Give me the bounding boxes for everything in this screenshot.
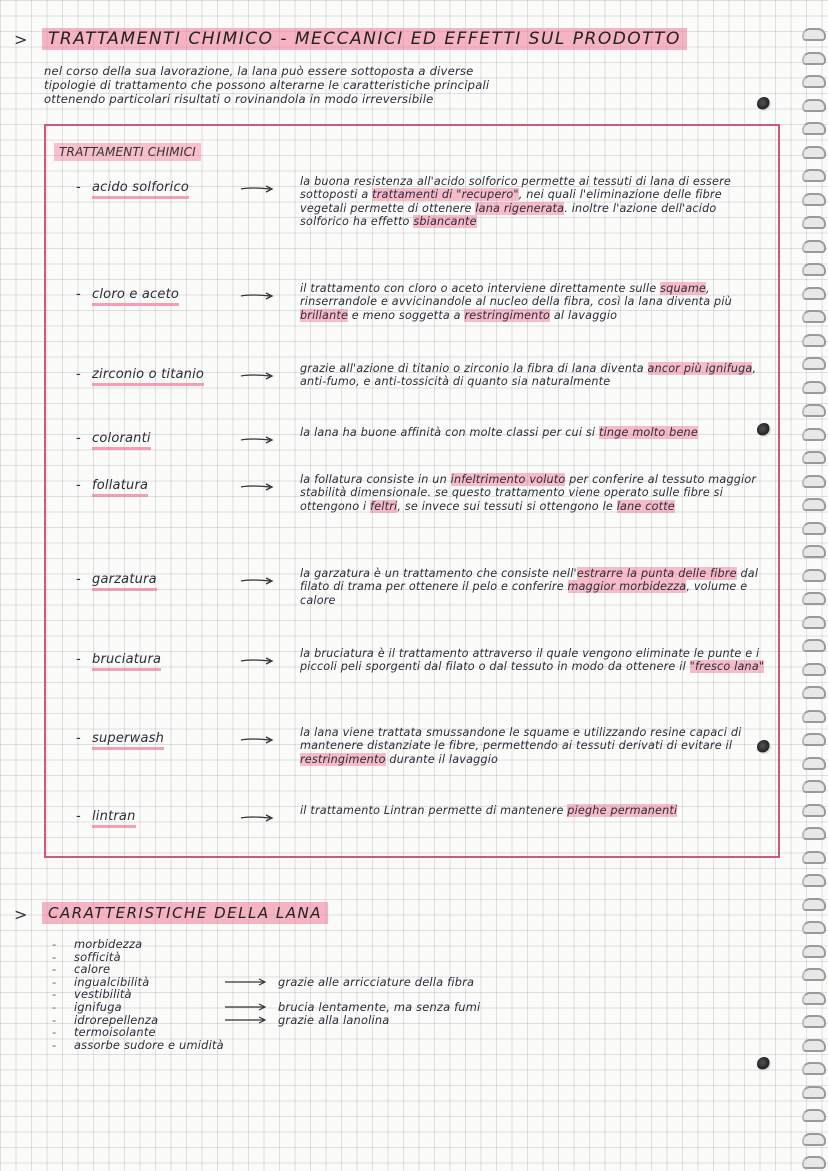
highlighted-text: estrarre la punta delle fibre — [576, 567, 737, 580]
section-title: CARATTERISTICHE DELLA LANA — [42, 902, 328, 924]
spiral-coil — [802, 686, 826, 699]
treatment-dash: - — [76, 287, 81, 302]
arrow-right-icon — [240, 735, 274, 745]
treatment-dash: - — [76, 731, 81, 746]
spiral-coil — [802, 1015, 826, 1028]
treatment-dash: - — [76, 572, 81, 587]
spiral-coil — [802, 146, 826, 159]
spiral-coil — [802, 1039, 826, 1052]
treatment-dash: - — [76, 431, 81, 446]
highlighted-text: lane cotte — [616, 499, 675, 513]
treatment-dash: - — [76, 809, 81, 824]
treatment-term — [92, 809, 136, 825]
arrow-right-icon — [224, 977, 268, 987]
description-text: , volume e calore — [300, 580, 748, 607]
treatment-dash: - — [76, 367, 81, 382]
punch-hole — [757, 740, 771, 754]
spiral-coil — [802, 733, 826, 746]
spiral-coil — [802, 1086, 826, 1099]
spiral-coil — [802, 263, 826, 276]
description-text: la bruciatura è il trattamento attraverso il quale vengono eliminate le punte e i piccoli peli sporgenti dal filato o dal tessuto in modo da ottenere il — [300, 647, 760, 674]
spiral-coil — [802, 122, 826, 135]
spiral-coil — [802, 710, 826, 723]
punch-hole — [757, 1057, 771, 1071]
list-dash: - — [52, 999, 57, 1014]
spiral-coil — [802, 545, 826, 558]
treatment-term-label: coloranti — [92, 431, 151, 450]
description-text: per conferire al tessuto maggior stabilità dimensionale. se questo trattamento viene operato sulle fibre si ottengono i — [300, 473, 757, 513]
treatment-term-label: lintran — [92, 809, 136, 828]
box-title: TRATTAMENTI CHIMICI — [54, 143, 201, 161]
chevron-right-icon: > — [14, 30, 28, 49]
description-text: , anti-fumo, e anti-tossicità di quanto sia naturalmente — [300, 362, 757, 389]
spiral-coil — [802, 240, 826, 253]
characteristic-label: sofficità — [74, 949, 121, 964]
arrow-right-icon — [240, 813, 274, 823]
treatment-term — [92, 478, 148, 494]
spiral-coil — [802, 639, 826, 652]
spiral-coil — [802, 498, 826, 511]
description-text: il trattamento con cloro o aceto interviene direttamente sulle — [300, 282, 661, 295]
list-dash: - — [52, 987, 57, 1002]
list-dash: - — [52, 1012, 57, 1027]
description-text: , rinserrandole e avvicinandole al nucleo della fibra, così la lana diventa più — [300, 282, 732, 309]
characteristics-list — [52, 938, 480, 1051]
highlighted-text: lana rigenerata — [475, 201, 565, 215]
treatment-description — [300, 473, 765, 513]
treatment-term-label: bruciatura — [92, 652, 161, 671]
treatment-term-label: cloro e aceto — [92, 287, 179, 306]
intro-line: ottenendo particolari risultati o rovinandola in modo irreversibile — [44, 92, 434, 106]
highlighted-text: trattamenti di "recupero" — [372, 188, 519, 202]
spiral-coil — [802, 52, 826, 65]
highlighted-text: infeltrimento voluto — [450, 473, 566, 486]
list-dash: - — [52, 949, 57, 964]
highlighted-text: tinge molto bene — [599, 426, 698, 439]
arrow-right-icon — [240, 482, 274, 492]
description-text: grazie all'azione di titanio o zirconio la fibra di lana diventa — [300, 362, 648, 375]
spiral-coil — [802, 99, 826, 112]
spiral-coil — [802, 921, 826, 934]
punch-hole — [757, 423, 771, 437]
treatment-description — [300, 647, 765, 674]
characteristic-note: brucia lentamente, ma senza fumi — [278, 999, 481, 1014]
arrow-right-icon — [240, 184, 274, 194]
characteristic-item — [52, 1026, 480, 1039]
treatment-term — [92, 652, 161, 668]
spiral-coil — [802, 757, 826, 770]
highlighted-text: ancor più ignifuga — [647, 362, 753, 375]
spiral-coil — [802, 592, 826, 605]
treatment-description — [300, 567, 765, 607]
treatment-term — [92, 431, 151, 447]
description-text: il trattamento Lintran permette di mantenere — [300, 804, 568, 817]
treatment-term-label: zirconio o titanio — [92, 367, 204, 386]
characteristic-label: morbidezza — [74, 937, 143, 951]
treatment-term-label: acido solforico — [92, 180, 189, 199]
description-text: durante il lavaggio — [385, 752, 499, 766]
spiral-coil — [802, 780, 826, 793]
arrow-right-icon — [240, 435, 274, 445]
characteristic-item — [52, 951, 480, 964]
characteristic-label: vestibilità — [74, 987, 132, 1002]
description-text: la follatura consiste in un — [300, 473, 451, 486]
highlighted-text: feltri — [370, 499, 398, 513]
highlighted-text: pieghe permanenti — [567, 804, 678, 817]
spiral-coil — [802, 404, 826, 417]
intro-line: nel corso della sua lavorazione, la lana può essere sottoposta a diverse — [44, 64, 474, 78]
spiral-coil — [802, 522, 826, 535]
spiral-coil — [802, 428, 826, 441]
spiral-coil — [802, 1156, 826, 1169]
arrow-right-icon — [224, 1002, 268, 1012]
intro-line: tipologie di trattamento che possono alterarne le caratteristiche principali — [44, 78, 490, 92]
treatment-term-label: follatura — [92, 478, 148, 497]
characteristic-label: ingualcibilità — [74, 974, 150, 989]
treatment-description — [300, 726, 765, 766]
description-text: la lana viene trattata smussandone le squame e utilizzando resine capaci di mantenere distanziate le fibre, permettendo ai tessuti derivati di evitare il — [300, 726, 742, 753]
treatment-term-label: garzatura — [92, 572, 157, 591]
arrow-right-icon — [240, 371, 274, 381]
treatment-term-label: superwash — [92, 731, 164, 750]
characteristic-item — [52, 1001, 480, 1014]
characteristic-label: calore — [74, 962, 111, 977]
highlighted-text: maggior morbidezza — [567, 580, 687, 594]
spiral-coil — [802, 193, 826, 206]
treatment-term — [92, 287, 179, 303]
highlighted-text: restringimento — [300, 752, 386, 766]
list-dash: - — [52, 937, 57, 951]
spiral-coil — [802, 992, 826, 1005]
characteristic-label: termoisolante — [74, 1025, 156, 1040]
intro-text — [44, 64, 734, 106]
punch-hole — [757, 97, 771, 111]
spiral-coil — [802, 216, 826, 229]
characteristic-note: grazie alle arricciature della fibra — [278, 974, 475, 989]
spiral-coil — [802, 968, 826, 981]
characteristic-item — [52, 1039, 480, 1052]
spiral-coil — [802, 616, 826, 629]
treatment-dash: - — [76, 180, 81, 195]
highlighted-text: brillante — [300, 308, 349, 322]
treatment-description — [300, 362, 765, 389]
list-dash: - — [52, 1037, 57, 1052]
treatment-description — [300, 282, 765, 322]
chevron-right-icon: > — [14, 905, 28, 924]
spiral-coil — [802, 804, 826, 817]
highlighted-text: "fresco lana" — [689, 660, 765, 674]
list-dash: - — [52, 1025, 57, 1040]
treatment-term — [92, 731, 164, 747]
highlighted-text: sbiancante — [413, 214, 477, 228]
treatment-description — [300, 175, 765, 228]
highlighted-text: squame — [660, 282, 706, 295]
spiral-coil — [802, 1062, 826, 1075]
spiral-coil — [802, 851, 826, 864]
description-text: al lavaggio — [550, 308, 618, 322]
spiral-coil — [802, 827, 826, 840]
page-title: TRATTAMENTI CHIMICO - MECCANICI ED EFFETTI SUL PRODOTTO — [42, 28, 687, 50]
description-text: la lana ha buone affinità con molte classi per cui si — [300, 426, 599, 439]
spiral-coil — [802, 663, 826, 676]
characteristic-label: ignifuga — [74, 999, 122, 1014]
spiral-coil — [802, 569, 826, 582]
highlighted-text: restringimento — [464, 308, 551, 322]
characteristic-label: assorbe sudore e umidità — [74, 1037, 224, 1052]
spiral-coil — [802, 874, 826, 887]
list-dash: - — [52, 974, 57, 989]
spiral-coil — [802, 169, 826, 182]
treatment-description — [300, 426, 765, 439]
description-text: , nei quali l'eliminazione delle fibre vegetali permette di ottenere — [300, 188, 722, 215]
spiral-coil — [802, 334, 826, 347]
characteristic-item — [52, 938, 480, 951]
description-text: e meno soggetta a — [348, 308, 465, 322]
characteristic-note: grazie alla lanolina — [278, 1012, 390, 1027]
spiral-coil — [802, 1133, 826, 1146]
characteristic-label: idrorepellenza — [74, 1012, 159, 1027]
arrow-right-icon — [240, 291, 274, 301]
arrow-right-icon — [224, 1015, 268, 1025]
list-dash: - — [52, 962, 57, 977]
description-text: la garzatura è un trattamento che consiste nell' — [300, 567, 577, 580]
description-text: dal filato di trama per ottenere il pelo e conferire — [300, 567, 759, 594]
spiral-coil — [802, 475, 826, 488]
spiral-coil — [802, 28, 826, 41]
spiral-coil — [802, 1109, 826, 1122]
arrow-right-icon — [240, 576, 274, 586]
arrow-right-icon — [240, 656, 274, 666]
spiral-coil — [802, 287, 826, 300]
spiral-coil — [802, 451, 826, 464]
treatment-dash: - — [76, 652, 81, 667]
treatment-description — [300, 804, 765, 817]
description-text: la buona resistenza all'acido solforico permette ai tessuti di lana di essere sottoposti a — [300, 175, 732, 202]
spiral-coil — [802, 357, 826, 370]
treatment-term — [92, 367, 204, 383]
treatment-dash: - — [76, 478, 81, 493]
spiral-coil — [802, 75, 826, 88]
characteristic-item — [52, 963, 480, 976]
spiral-coil — [802, 898, 826, 911]
treatment-term — [92, 572, 157, 588]
spiral-coil — [802, 381, 826, 394]
description-text: . inoltre l'azione dell'acido solforico ha effetto — [300, 201, 717, 228]
description-text: , se invece sui tessuti si ottengono le — [397, 499, 617, 513]
spiral-coil — [802, 310, 826, 323]
spiral-coil — [802, 945, 826, 958]
treatment-term — [92, 180, 189, 196]
